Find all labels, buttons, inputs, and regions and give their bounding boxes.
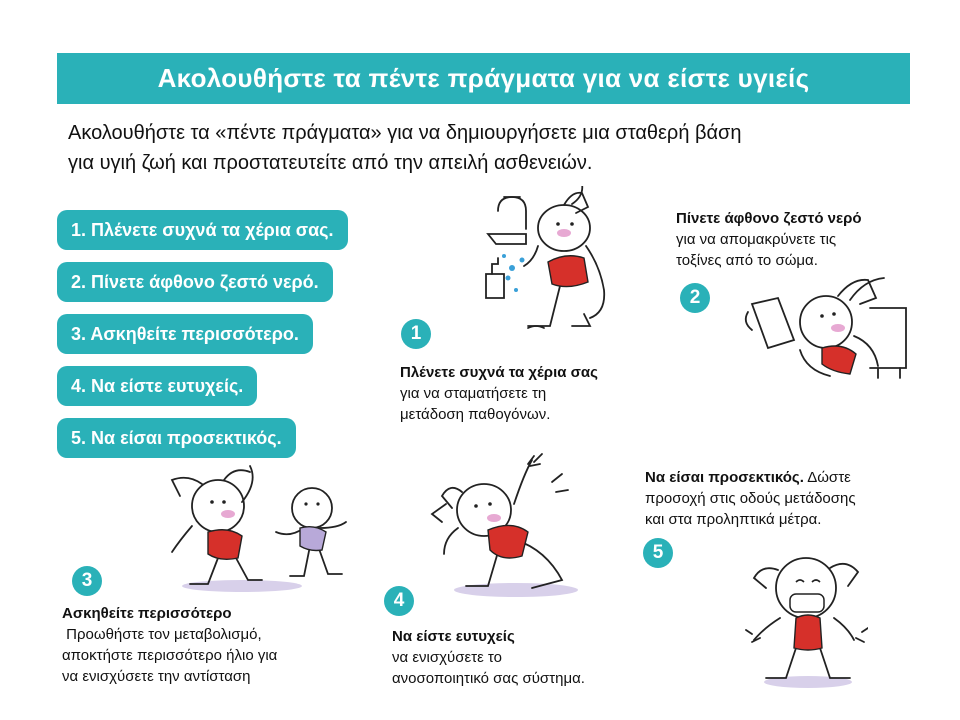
illustration-being-careful	[738, 538, 868, 690]
caption-5	[645, 467, 856, 530]
page-title: Ακολουθήστε τα πέντε πράγματα για να είστε υγιείς	[57, 53, 910, 104]
caption-2	[676, 208, 862, 271]
illustration-being-happy	[418, 452, 588, 602]
caption-1-line-2: μετάδοση παθογόνων.	[400, 406, 551, 423]
caption-3	[62, 603, 277, 687]
step-number-badge-2: 2	[680, 283, 710, 313]
caption-5-line-3: και στα προληπτικά μέτρα.	[645, 511, 822, 528]
caption-2-line-1: για να απομακρύνετε τις	[676, 231, 837, 248]
caption-1-line-1: για να σταματήσετε τη	[400, 385, 547, 402]
step-pill-2: 2. Πίνετε άφθονο ζεστό νερό.	[57, 262, 333, 302]
caption-4-line-2: ανοσοποιητικό σας σύστημα.	[392, 670, 585, 687]
caption-3-heading: Ασκηθείτε περισσότερο	[62, 605, 232, 622]
caption-3-line-2: αποκτήστε περισσότερο ήλιο για	[62, 647, 278, 664]
caption-1-heading: Πλένετε συχνά τα χέρια σας	[400, 364, 598, 381]
caption-3-line-1: Προωθήστε τον μεταβολισμό,	[62, 626, 262, 643]
step-pill-1: 1. Πλένετε συχνά τα χέρια σας.	[57, 210, 348, 250]
step-pill-4: 4. Να είστε ευτυχείς.	[57, 366, 257, 406]
caption-4-heading: Να είστε ευτυχείς	[392, 628, 515, 645]
step-number-badge-5: 5	[643, 538, 673, 568]
intro-line-2: για υγιή ζωή και προστατευτείτε από την απειλή ασθενειών.	[68, 152, 593, 174]
intro-paragraph	[68, 118, 908, 178]
step-number-badge-3: 3	[72, 566, 102, 596]
intro-line-1: Ακολουθήστε τα «πέντε πράγματα» για να δημιουργήσετε μια σταθερή βάση	[68, 122, 742, 144]
illustration-drinking-water	[738, 270, 918, 382]
caption-5-heading: Να είσαι προσεκτικός.	[645, 469, 804, 486]
caption-4-line-1: να ενισχύσετε το	[392, 649, 502, 666]
step-number-badge-4: 4	[384, 586, 414, 616]
caption-4	[392, 626, 585, 689]
step-pill-5: 5. Να είσαι προσεκτικός.	[57, 418, 296, 458]
caption-1	[400, 362, 598, 425]
caption-5-line-1: Δώστε	[803, 469, 851, 486]
step-pill-3: 3. Ασκηθείτε περισσότερο.	[57, 314, 313, 354]
caption-2-heading: Πίνετε άφθονο ζεστό νερό	[676, 210, 862, 227]
caption-2-line-2: τοξίνες από το σώμα.	[676, 252, 818, 269]
step-number-badge-1: 1	[401, 319, 431, 349]
illustration-exercising	[162, 462, 352, 594]
caption-3-line-3: να ενισχύσετε την αντίσταση	[62, 668, 251, 685]
caption-5-line-2: προσοχή στις οδούς μετάδοσης	[645, 490, 856, 507]
illustration-hand-washing	[468, 186, 618, 336]
